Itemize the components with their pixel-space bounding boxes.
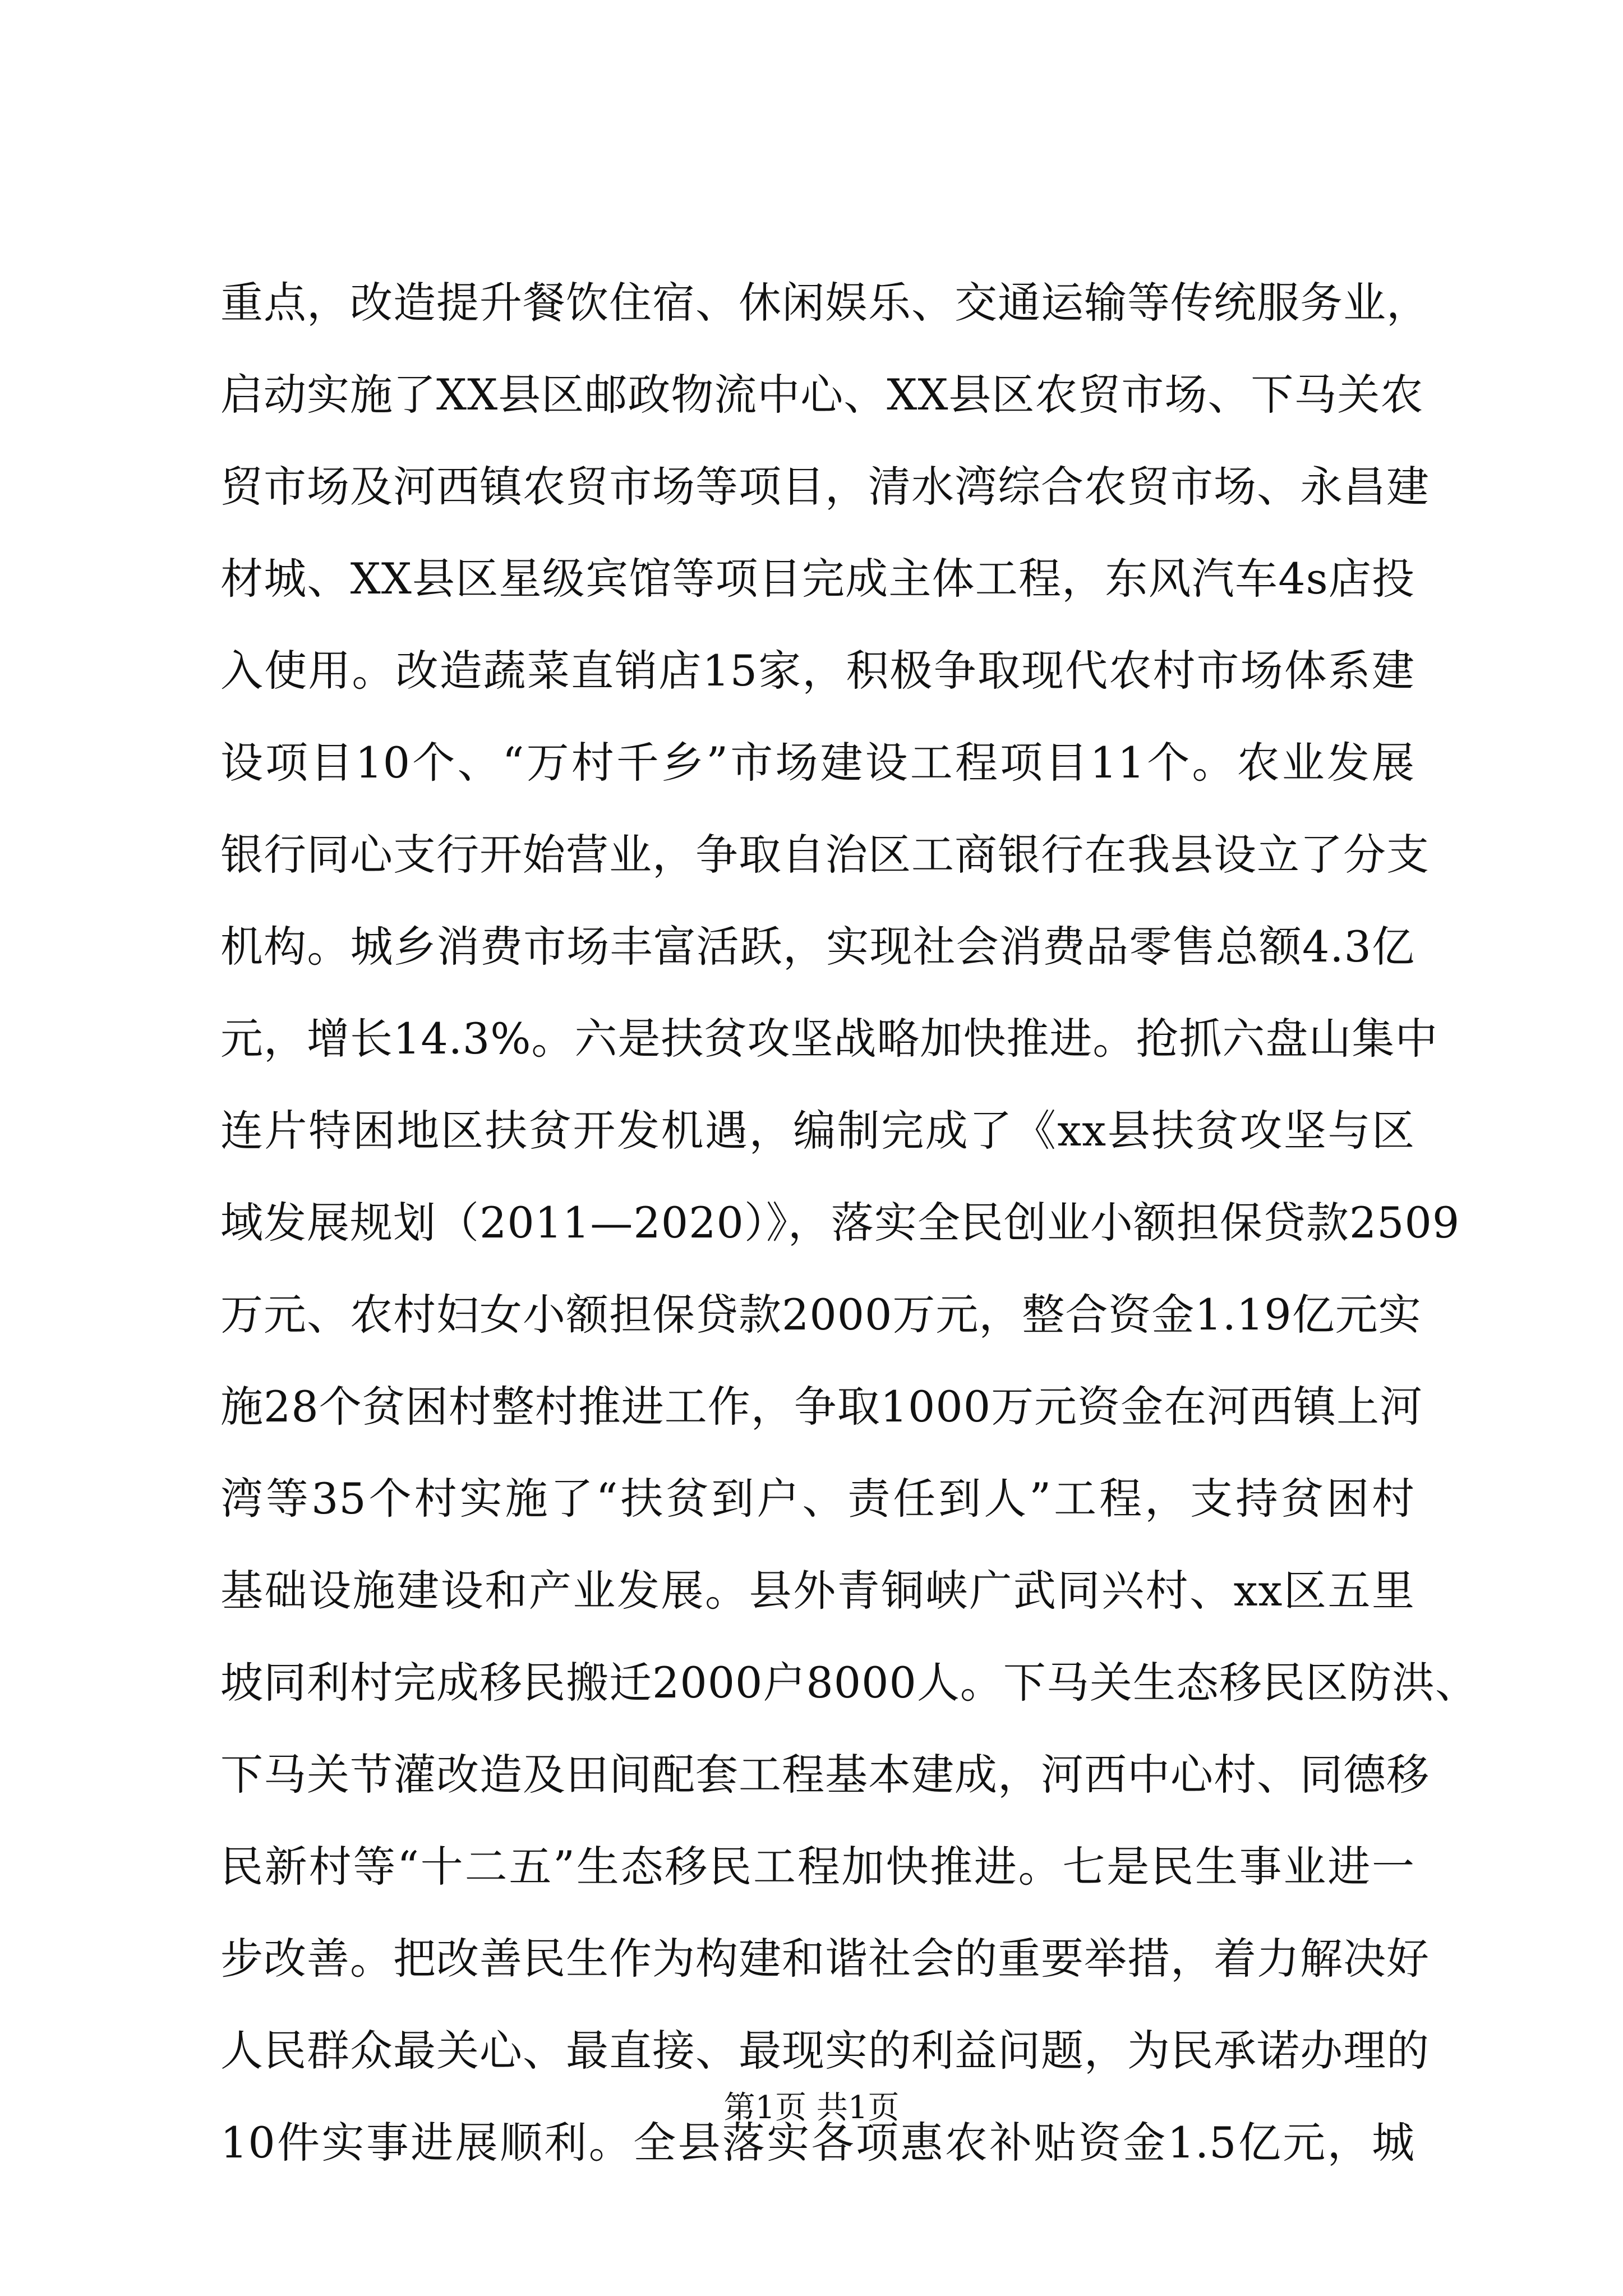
text-line: 下马关节灌改造及田间配套工程基本建成，河西中心村、同德移 bbox=[220, 1750, 1430, 1800]
text-line: 元，增长14.3%。六是扶贫攻坚战略加快推进。抢抓六盘山集中 bbox=[220, 1014, 1438, 1064]
page-number-footer: 第1页 共1页 bbox=[723, 2090, 900, 2126]
text-line: 入使用。改造蔬菜直销店15家，积极争取现代农村市场体系建 bbox=[220, 646, 1415, 696]
text-line: 万元、农村妇女小额担保贷款2000万元，整合资金1.19亿元实 bbox=[220, 1290, 1422, 1340]
text-line: 施28个贫困村整村推进工作，争取1000万元资金在河西镇上河 bbox=[220, 1382, 1423, 1432]
text-line: 民新村等“十二五”生态移民工程加快推进。七是民生事业进一 bbox=[220, 1842, 1415, 1892]
text-line: 重点，改造提升餐饮住宿、休闲娱乐、交通运输等传统服务业， bbox=[220, 278, 1430, 328]
text-line: 人民群众最关心、最直接、最现实的利益问题，为民承诺办理的 bbox=[220, 2026, 1430, 2076]
text-line: 启动实施了XX县区邮政物流中心、XX县区农贸市场、下马关农 bbox=[220, 370, 1424, 420]
text-line: 设项目10个、“万村千乡”市场建设工程项目11个。农业发展 bbox=[220, 738, 1415, 788]
body-text bbox=[220, 257, 1478, 2189]
text-line: 湾等35个村实施了“扶贫到户、责任到人”工程，支持贫困村 bbox=[220, 1474, 1415, 1524]
text-line: 贸市场及河西镇农贸市场等项目，清水湾综合农贸市场、永昌建 bbox=[220, 462, 1430, 512]
text-line: 域发展规划（2011—2020）》，落实全民创业小额担保贷款2509 bbox=[220, 1198, 1460, 1248]
text-line: 材城、XX县区星级宾馆等项目完成主体工程，东风汽车4s店投 bbox=[220, 554, 1415, 604]
text-line: 银行同心支行开始营业，争取自治区工商银行在我县设立了分支 bbox=[220, 830, 1430, 880]
text-line: 坡同利村完成移民搬迁2000户8000人。下马关生态移民区防洪、 bbox=[220, 1658, 1478, 1708]
text-line: 机构。城乡消费市场丰富活跃，实现社会消费品零售总额4.3亿 bbox=[220, 922, 1415, 972]
text-line: 基础设施建设和产业发展。县外青铜峡广武同兴村、xx区五里 bbox=[220, 1566, 1415, 1616]
text-line: 连片特困地区扶贫开发机遇，编制完成了《xx县扶贫攻坚与区 bbox=[220, 1106, 1415, 1156]
text-line: 步改善。把改善民生作为构建和谐社会的重要举措，着力解决好 bbox=[220, 1934, 1430, 1984]
text-line: 10件实事进展顺利。全县落实各项惠农补贴资金1.5亿元，城 bbox=[220, 2118, 1415, 2168]
